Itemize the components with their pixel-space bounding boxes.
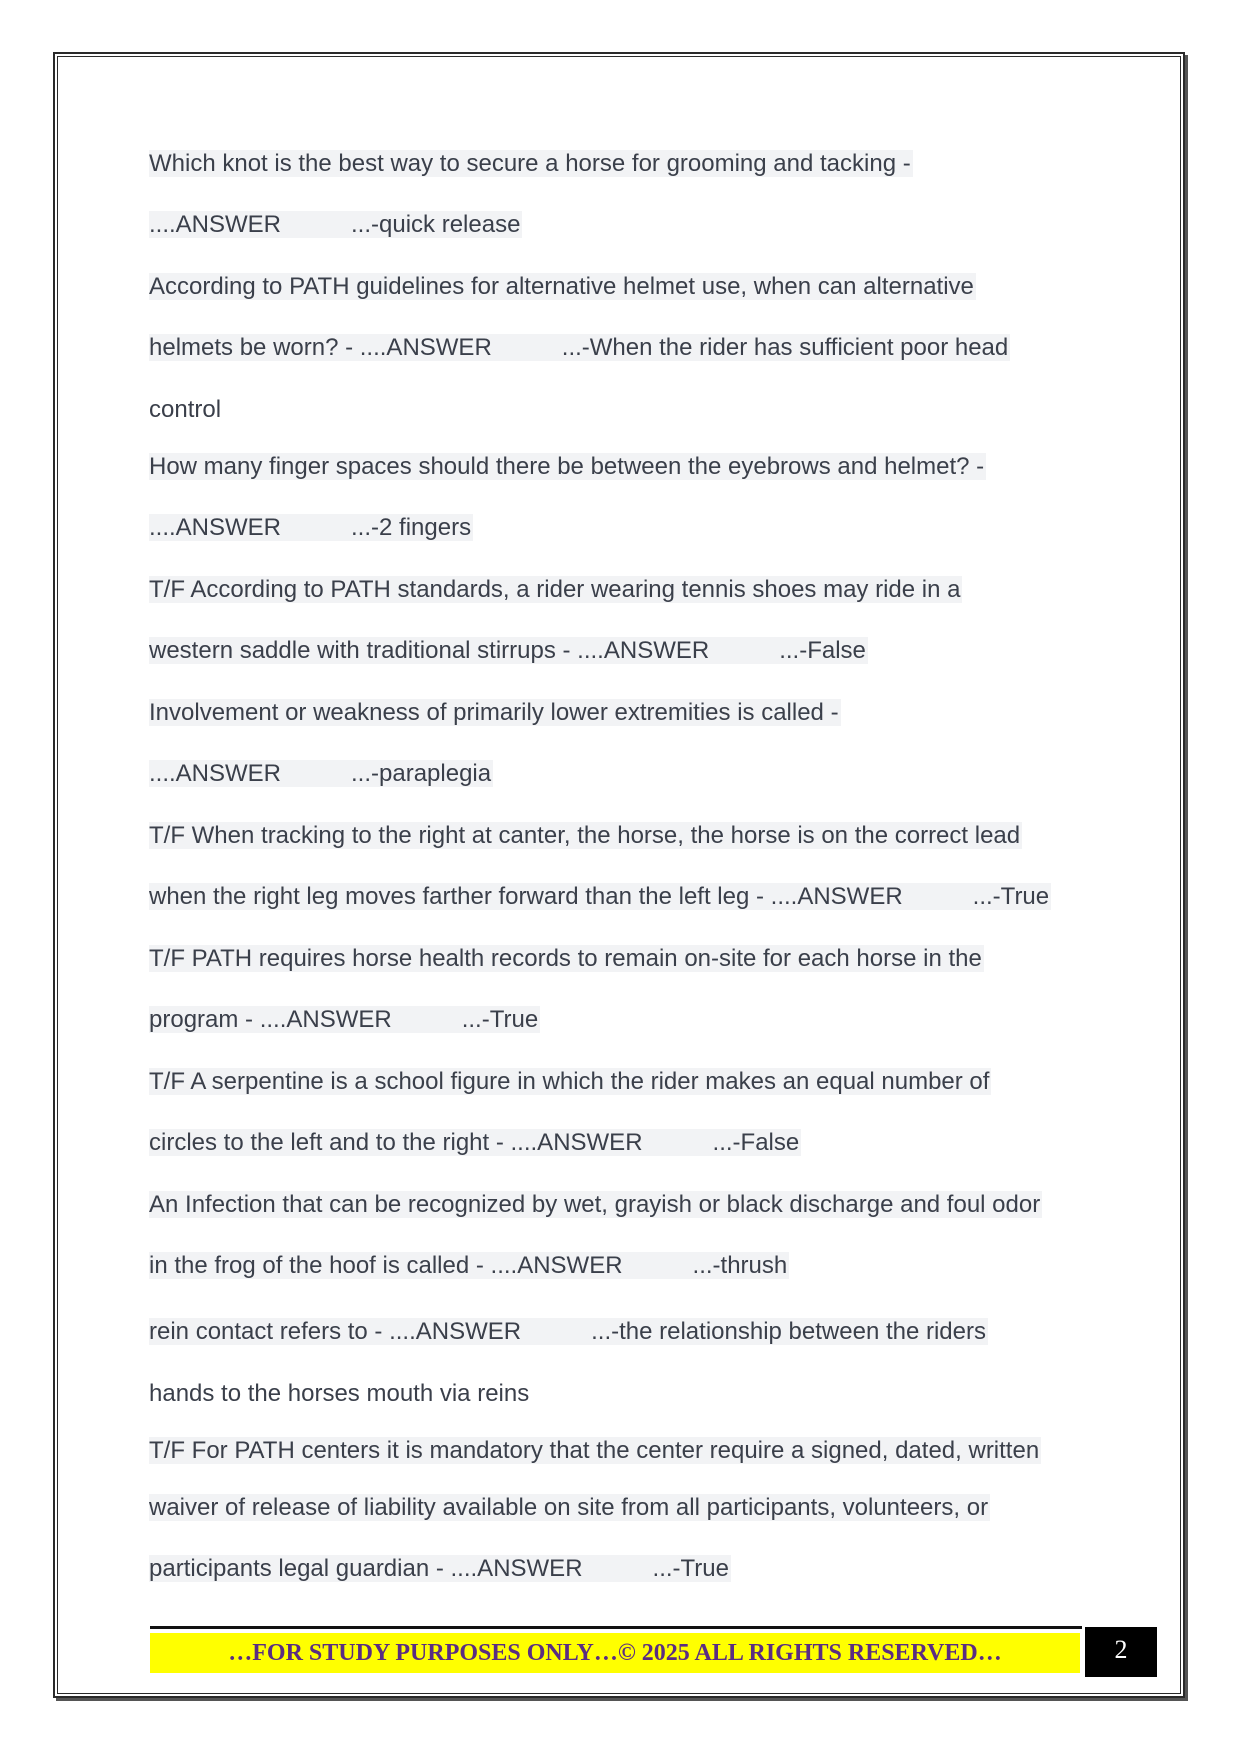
question-line: T/F PATH requires horse health records to remain on-site for each horse in the (149, 945, 982, 972)
answer-line: western saddle with traditional stirrups - ....ANSWER ...-False (149, 637, 866, 664)
footer-notice: …FOR STUDY PURPOSES ONLY…© 2025 ALL RIGHTS RESERVED… (228, 1640, 1002, 1666)
answer-line: helmets be worn? - ....ANSWER ...-When the rider has sufficient poor head (149, 334, 1009, 361)
answer-text: ...-True (461, 1006, 539, 1033)
answer-continuation-line: hands to the horses mouth via reins (149, 1380, 530, 1407)
question-line: T/F For PATH centers it is mandatory that the center require a signed, dated, written (149, 1437, 1040, 1464)
question-line: Which knot is the best way to secure a horse for grooming and tacking - (149, 150, 911, 177)
answer-line: ....ANSWER ...-2 fingers (149, 514, 472, 541)
question-line: How many finger spaces should there be between the eyebrows and helmet? - (149, 453, 985, 480)
answer-line: program - ....ANSWER ...-True (149, 1006, 539, 1033)
question-line: rein contact refers to - ....ANSWER ...-the relationship between the riders (149, 1318, 986, 1345)
answer-text: ...-paraplegia (351, 760, 492, 787)
answer-text: ...-True (972, 883, 1050, 910)
answer-text: ...-quick release (351, 211, 521, 238)
answer-line: ....ANSWER ...-quick release (149, 211, 521, 238)
answer-text: ...-When the rider has sufficient poor head (561, 334, 1009, 361)
answer-text: ...-thrush (692, 1252, 788, 1279)
question-line: According to PATH guidelines for alternative helmet use, when can alternative (149, 273, 974, 300)
answer-line: in the frog of the hoof is called - ....ANSWER ...-thrush (149, 1252, 788, 1279)
question-line: T/F A serpentine is a school figure in which the rider makes an equal number of (149, 1068, 990, 1095)
answer-text: ...-True (652, 1555, 729, 1582)
answer-line: ....ANSWER ...-paraplegia (149, 760, 492, 787)
page-number: 2 (1085, 1627, 1157, 1677)
answer-text: ...-2 fingers (351, 514, 472, 541)
answer-text: ...-the relationship between the riders (591, 1318, 986, 1345)
question-line: Involvement or weakness of primarily lower extremities is called - (149, 699, 839, 726)
answer-continuation-line: control (149, 396, 222, 423)
answer-line: circles to the left and to the right - ....ANSWER ...-False (149, 1129, 800, 1156)
footer-rule (150, 1626, 1082, 1629)
answer-text: ...-False (712, 1129, 800, 1156)
question-line: T/F When tracking to the right at canter, the horse, the horse is on the correct lead (149, 822, 1021, 849)
answer-line: when the right leg moves farther forward than the left leg - ....ANSWER ...-True (149, 883, 1050, 910)
answer-line: participants legal guardian - ....ANSWER ...-True (149, 1555, 729, 1582)
question-line: T/F According to PATH standards, a rider wearing tennis shoes may ride in a (149, 576, 961, 603)
question-line: An Infection that can be recognized by wet, grayish or black discharge and foul odor (149, 1191, 1041, 1218)
answer-text: ...-False (779, 637, 866, 664)
question-line: waiver of release of liability available on site from all participants, volunteers, or (149, 1494, 989, 1521)
